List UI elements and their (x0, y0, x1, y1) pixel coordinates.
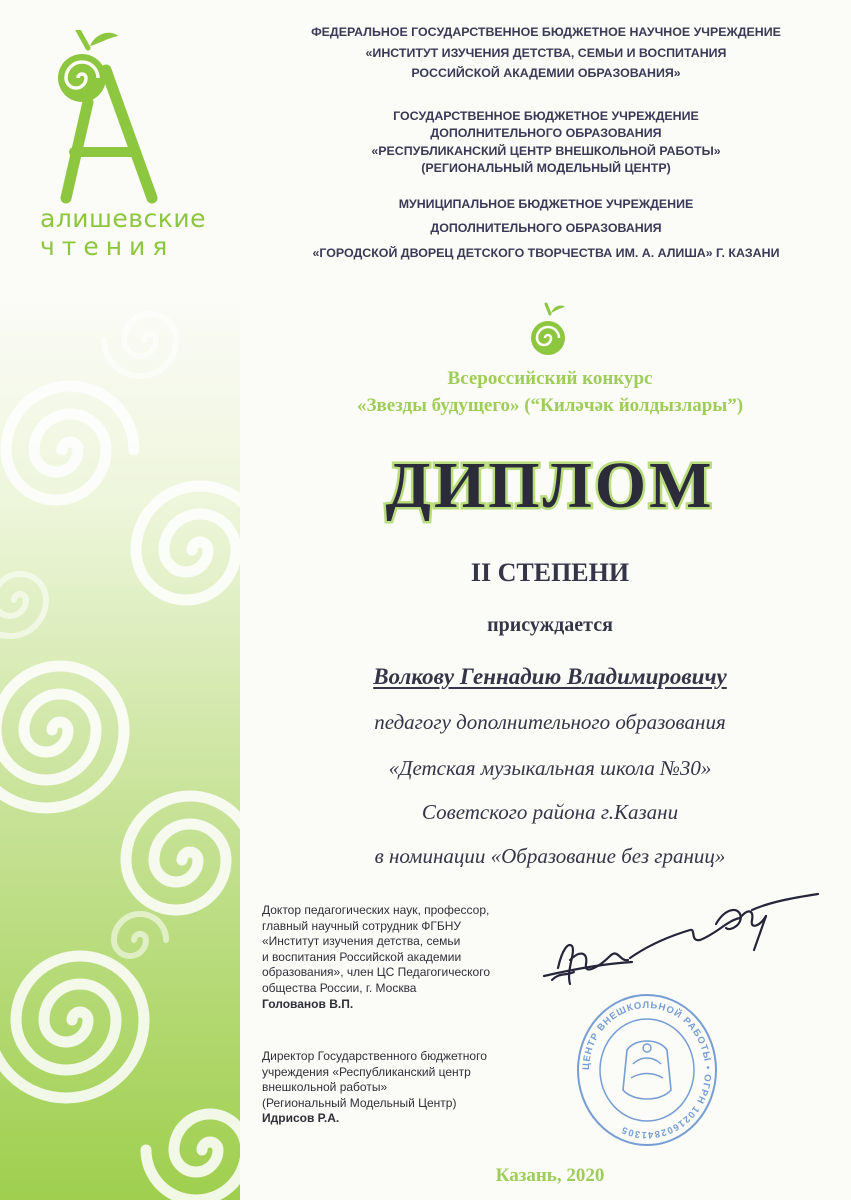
signer-name: Идрисов Р.А. (262, 1111, 340, 1126)
signer-title-line: внешкольной работы» (262, 1080, 388, 1095)
contest-line2: «Звезды будущего» (“Киләчәк йолдызлары”) (356, 395, 744, 416)
signer-title-line: «Институт изучения детства, семьи (262, 934, 461, 949)
recipient-district: Советского района г.Казани (421, 800, 679, 824)
decorative-swirl-pattern (0, 300, 240, 1200)
logo-text-line2: чтения (40, 232, 175, 261)
contest-line1: Всероссийский конкурс (447, 368, 653, 389)
awarded-label: присуждается (487, 614, 613, 636)
signer-title-line: главный научный сотрудник ФГБНУ (262, 918, 462, 933)
signer-title-line: и воспитания Российской академии (262, 949, 462, 964)
organization-line: «ИНСТИТУТ ИЗУЧЕНИЯ ДЕТСТВА, СЕМЬИ И ВОСПИТАНИЯ (365, 45, 727, 60)
signer-title-line: (Региональный Модельный Центр) (262, 1095, 457, 1110)
signer-title-line: образования», член ЦС Педагогического (262, 965, 490, 980)
signer-title-line: Директор Государственного бюджетного (262, 1049, 487, 1063)
recipient-name: Волкову Геннадию Владимировичу (373, 664, 727, 689)
organization-line: МУНИЦИПАЛЬНОЕ БЮДЖЕТНОЕ УЧРЕЖДЕНИЕ (398, 196, 694, 211)
organization-line: ДОПОЛНИТЕЛЬНОГО ОБРАЗОВАНИЯ (430, 126, 662, 140)
recipient-organization: «Детская музыкальная школа №30» (388, 756, 712, 780)
stamp-text: ЦЕНТР ВНЕШКОЛЬНОЙ РАБОТЫ • ОГРН 1021602841305 (580, 999, 714, 1141)
signer-title-line: учреждения «Республиканский центр (262, 1064, 471, 1079)
organization-block (296, 22, 796, 84)
apple-spiral-letter-a-icon (30, 30, 220, 205)
organization-line: ФЕДЕРАЛЬНОЕ ГОСУДАРСТВЕННОЕ БЮДЖЕТНОЕ НАУЧНОЕ УЧРЕЖДЕНИЕ (311, 25, 781, 39)
organization-block (296, 194, 796, 264)
diploma-title (320, 445, 780, 525)
signer-name: Голованов В.П. (262, 996, 354, 1011)
organizations-header (296, 22, 796, 278)
nomination: в номинации «Образование без границ» (374, 844, 726, 868)
organization-line: РОССИЙСКОЙ АКАДЕМИИ ОБРАЗОВАНИЯ» (411, 66, 681, 80)
signer-title-line: общества России, г. Москва (262, 980, 417, 995)
signer-block-2 (262, 1049, 487, 1127)
organization-block (296, 106, 796, 179)
diploma-title-text: ДИПЛОМ (385, 449, 715, 522)
organization-line: «РЕСПУБЛИКАНСКИЙ ЦЕНТР ВНЕШКОЛЬНОЙ РАБОТЫ» (371, 143, 721, 158)
place-and-year: Казань, 2020 (495, 1165, 605, 1186)
diploma-degree: II СТЕПЕНИ (470, 558, 630, 587)
signer-block-1 (262, 903, 490, 1012)
apple-spiral-icon (528, 302, 568, 358)
official-stamp (575, 990, 720, 1150)
contest-title (290, 365, 810, 419)
logo-text-line1: алишевские (40, 204, 207, 233)
organization-line: «ГОРОДСКОЙ ДВОРЕЦ ДЕТСКОГО ТВОРЧЕСТВА ИМ. А. АЛИША» Г. КАЗАНИ (312, 245, 780, 260)
organization-line: ГОСУДАРСТВЕННОЕ БЮДЖЕТНОЕ УЧРЕЖДЕНИЕ (393, 108, 699, 123)
signer-title-line: Доктор педагогических наук, профессор, (262, 903, 490, 917)
organization-line: (РЕГИОНАЛЬНЫЙ МОДЕЛЬНЫЙ ЦЕНТР) (421, 161, 671, 175)
handwritten-signature (540, 880, 820, 1000)
organization-line: ДОПОЛНИТЕЛЬНОГО ОБРАЗОВАНИЯ (430, 221, 662, 235)
recipient-position: педагогу дополнительного образования (374, 710, 726, 734)
